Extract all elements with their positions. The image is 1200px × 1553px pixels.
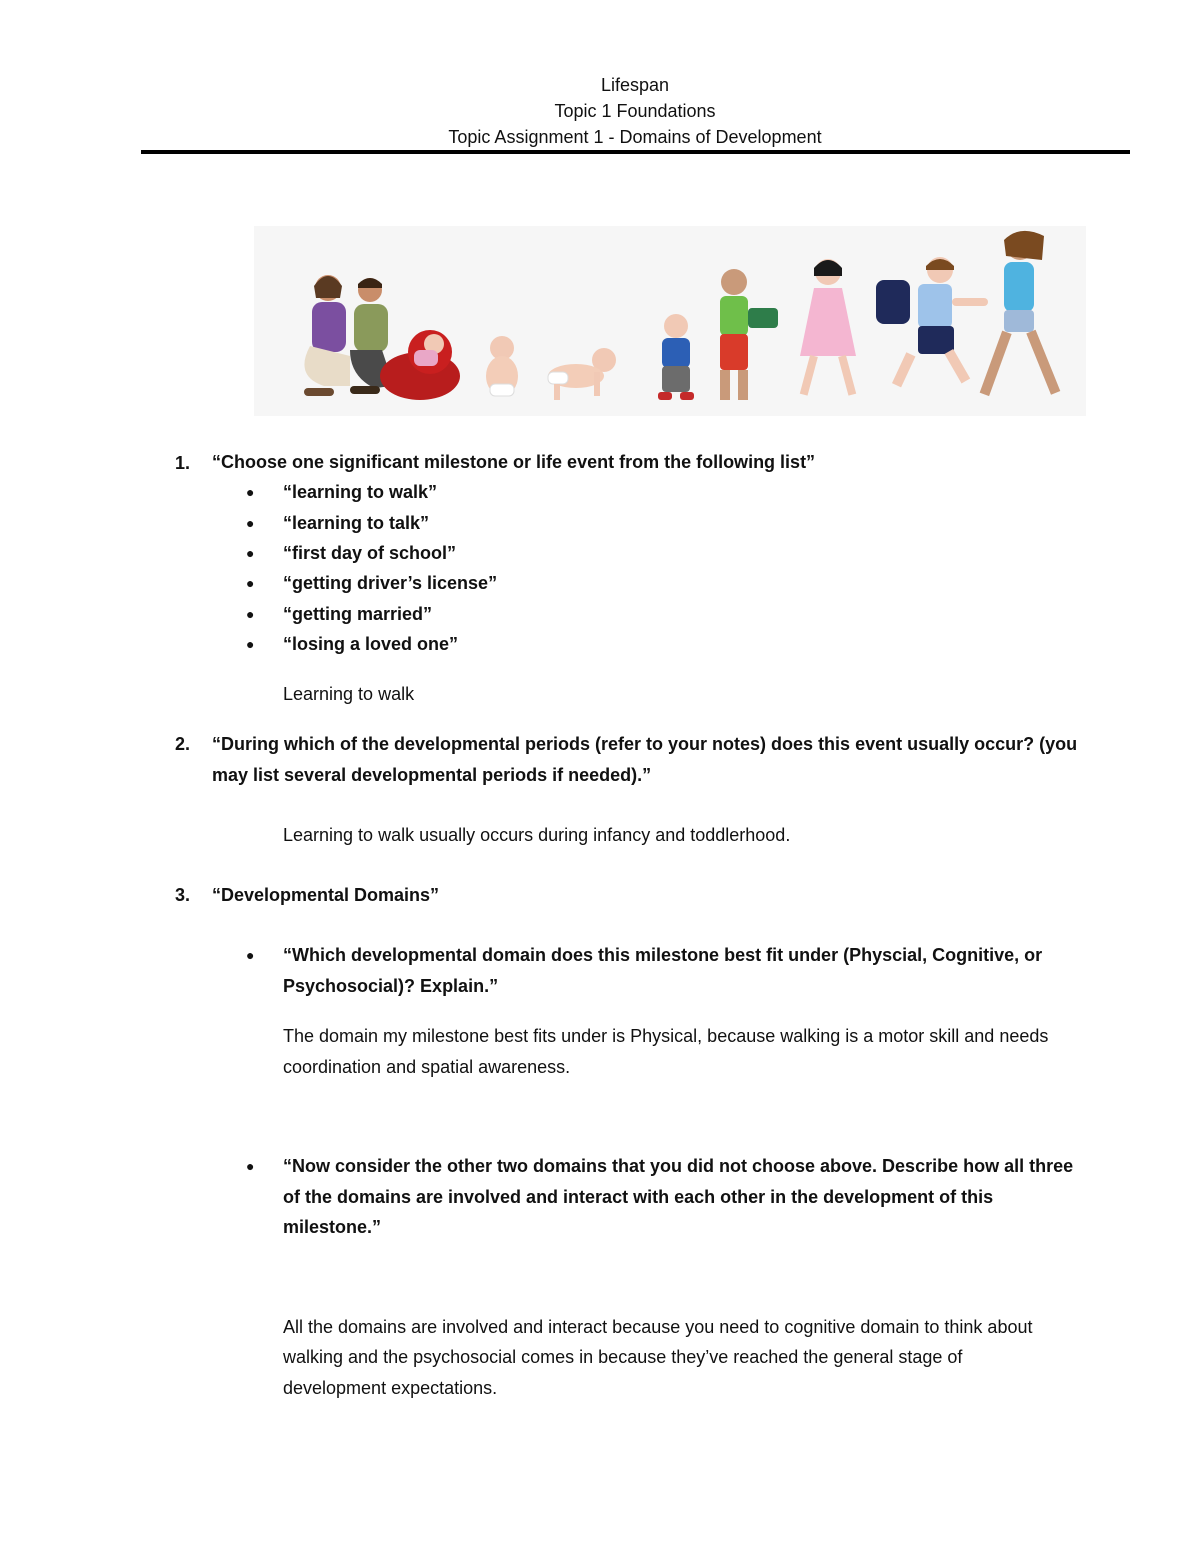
document-header — [0, 72, 1200, 150]
question-3a-line2: Psychosocial)? Explain.” — [283, 976, 499, 996]
question-3b-line2: of the domains are involved and interact with each other in the development of this — [283, 1187, 994, 1207]
question-3b-answer-line3: development expectations. — [283, 1378, 498, 1398]
bullet-icon: ● — [246, 947, 255, 963]
development-stages-icon — [254, 226, 1086, 416]
bullet-icon: ● — [246, 515, 255, 531]
question-3b-answer-line1: All the domains are involved and interact because you need to cognitive domain to think about — [283, 1317, 1033, 1337]
bullet-icon: ● — [246, 545, 255, 561]
sitting-baby-figure — [486, 336, 518, 396]
header-course: Lifespan — [600, 75, 670, 95]
question-1-number: 1. — [175, 453, 191, 473]
development-stages-illustration — [254, 226, 1086, 416]
question-2-answer: Learning to walk usually occurs during infancy and toddlerhood. — [283, 825, 791, 845]
header-divider — [141, 150, 1130, 154]
option-item: “learning to talk” — [283, 513, 430, 533]
question-3b-answer-line2: walking and the psychosocial comes in because they’ve reached the general stage of — [283, 1347, 963, 1367]
option-item: “getting married” — [283, 604, 433, 624]
option-item: “getting driver’s license” — [283, 573, 498, 593]
header-topic: Topic 1 Foundations — [554, 101, 716, 121]
bullet-icon: ● — [246, 1158, 255, 1174]
bullet-icon: ● — [246, 575, 255, 591]
question-3-prompt: “Developmental Domains” — [212, 885, 440, 905]
bullet-icon: ● — [246, 606, 255, 622]
question-3a-line1: “Which developmental domain does this milestone best fit under (Physcial, Cognitive, or — [283, 945, 1043, 965]
question-3-number: 3. — [175, 885, 191, 905]
question-1-prompt: “Choose one significant milestone or life event from the following list” — [212, 452, 816, 472]
question-2-prompt-line1: “During which of the developmental periods (refer to your notes) does this event usually occur? (you — [212, 734, 1078, 754]
question-3b-line3: milestone.” — [283, 1217, 382, 1237]
header-assignment: Topic Assignment 1 - Domains of Development — [448, 127, 822, 147]
question-3b-line1: “Now consider the other two domains that you did not choose above. Describe how all three — [283, 1156, 1074, 1176]
option-item: “first day of school” — [283, 543, 457, 563]
question-2-prompt-line2: may list several developmental periods if needed).” — [212, 765, 652, 785]
option-item: “learning to walk” — [283, 482, 438, 502]
question-1-answer: Learning to walk — [283, 684, 415, 704]
question-3a-answer-line1: The domain my milestone best fits under is Physical, because walking is a motor skill and needs — [283, 1026, 1049, 1046]
question-3a-answer-line2: coordination and spatial awareness. — [283, 1057, 571, 1077]
bullet-icon: ● — [246, 636, 255, 652]
bullet-icon: ● — [246, 484, 255, 500]
option-item: “losing a loved one” — [283, 634, 459, 654]
question-2-number: 2. — [175, 734, 191, 754]
